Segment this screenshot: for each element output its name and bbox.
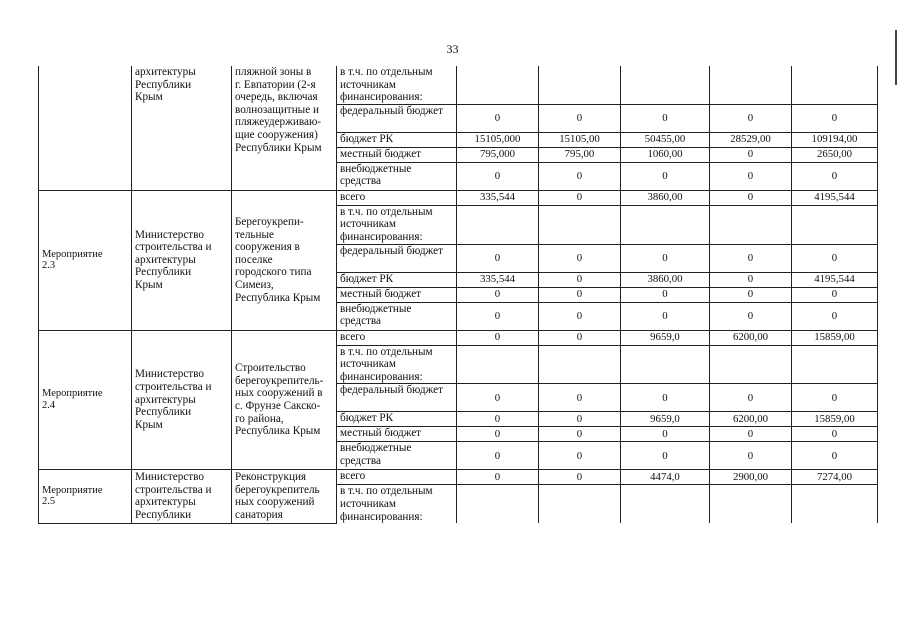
object-cell-text: пляжной зоны в г. Евпатории (2-я очередь, включая волнозащитные и пляжеудерживаю- щие сооружения) Республики Крым xyxy=(235,66,322,154)
amount-cell: 3860,00 xyxy=(621,272,710,287)
funding-source-text: всего xyxy=(340,190,366,203)
table-row xyxy=(39,470,878,485)
amount-cell: 0 xyxy=(539,162,621,190)
amount-cell xyxy=(621,485,710,523)
amount-cell: 795,000 xyxy=(457,147,539,162)
amount-cell: 2900,00 xyxy=(710,470,792,485)
funding-source xyxy=(337,205,457,244)
executor-cell xyxy=(132,66,232,190)
amount-cell: 0 xyxy=(539,427,621,442)
amount-cell: 0 xyxy=(457,330,539,345)
executor-cell xyxy=(132,470,232,523)
amount-cell: 7274,00 xyxy=(792,470,878,485)
amount-cell xyxy=(539,205,621,244)
amount-cell: 6200,00 xyxy=(710,330,792,345)
amount-cell: 0 xyxy=(621,287,710,302)
funding-source xyxy=(337,272,457,287)
object-cell-text: Реконструкция берегоукрепитель ных сооружений санатория xyxy=(235,471,320,522)
amount-cell: 0 xyxy=(539,442,621,470)
amount-cell: 0 xyxy=(792,442,878,470)
amount-cell: 9659,0 xyxy=(621,412,710,427)
amount-cell: 50455,00 xyxy=(621,132,710,147)
amount-cell: 0 xyxy=(457,162,539,190)
page-number: 33 xyxy=(446,42,459,56)
amount-cell: 0 xyxy=(621,104,710,132)
amount-cell: 0 xyxy=(539,470,621,485)
amount-cell: 15105,00 xyxy=(539,132,621,147)
amount-cell xyxy=(621,205,710,244)
measure-label-text: Мероприятие 2.5 xyxy=(42,484,103,508)
margin-scan-mark xyxy=(895,30,897,85)
amount-cell: 0 xyxy=(457,412,539,427)
amount-cell: 0 xyxy=(539,104,621,132)
funding-source-text: местный бюджет xyxy=(340,287,422,300)
amount-cell: 0 xyxy=(457,104,539,132)
amount-cell: 4195,544 xyxy=(792,272,878,287)
amount-cell: 0 xyxy=(710,287,792,302)
amount-cell xyxy=(710,66,792,104)
object-cell xyxy=(232,190,337,330)
funding-source xyxy=(337,132,457,147)
funding-source-text: внебюджетные средства xyxy=(340,442,412,467)
amount-cell: 0 xyxy=(710,427,792,442)
amount-cell xyxy=(792,205,878,244)
amount-cell: 0 xyxy=(539,330,621,345)
amount-cell xyxy=(792,485,878,523)
funding-source xyxy=(337,162,457,190)
amount-cell: 9659,0 xyxy=(621,330,710,345)
funding-source xyxy=(337,147,457,162)
amount-cell: 0 xyxy=(710,384,792,412)
funding-source xyxy=(337,427,457,442)
amount-cell: 0 xyxy=(457,442,539,470)
measure-label xyxy=(39,190,132,330)
amount-cell: 0 xyxy=(710,190,792,205)
amount-cell: 0 xyxy=(457,384,539,412)
funding-source-text: в т.ч. по отдельным источникам финансирования: xyxy=(340,485,433,523)
amount-cell: 0 xyxy=(792,384,878,412)
amount-cell: 0 xyxy=(539,190,621,205)
funding-source xyxy=(337,330,457,345)
amount-cell: 0 xyxy=(710,104,792,132)
amount-cell: 0 xyxy=(457,287,539,302)
amount-cell: 0 xyxy=(792,104,878,132)
funding-source-text: бюджет РК xyxy=(340,272,394,285)
funding-source xyxy=(337,302,457,330)
amount-cell: 0 xyxy=(710,302,792,330)
funding-source-text: в т.ч. по отдельным источникам финансирования: xyxy=(340,205,433,243)
amount-cell: 0 xyxy=(710,442,792,470)
amount-cell: 0 xyxy=(539,272,621,287)
funding-source xyxy=(337,412,457,427)
amount-cell: 0 xyxy=(539,244,621,272)
object-cell-text: Берегоукрепи- тельные сооружения в поселке городского типа Симеиз, Республика Крым xyxy=(235,216,321,304)
measure-label-text: Мероприятие 2.4 xyxy=(42,388,103,411)
measure-label-text: Мероприятие 2.3 xyxy=(42,248,103,272)
amount-cell: 3860,00 xyxy=(621,190,710,205)
funding-source-text: всего xyxy=(340,470,366,483)
funding-source-text: в т.ч. по отдельным источникам финансирования: xyxy=(340,345,433,383)
amount-cell: 0 xyxy=(457,302,539,330)
amount-cell xyxy=(621,66,710,104)
amount-cell xyxy=(792,66,878,104)
amount-cell xyxy=(457,66,539,104)
amount-cell: 0 xyxy=(621,162,710,190)
amount-cell: 0 xyxy=(457,244,539,272)
funding-source xyxy=(337,104,457,132)
amount-cell: 0 xyxy=(710,162,792,190)
amount-cell: 109194,00 xyxy=(792,132,878,147)
funding-source-text: бюджет РК xyxy=(340,132,394,145)
funding-source xyxy=(337,190,457,205)
amount-cell xyxy=(539,345,621,384)
amount-cell: 15859,00 xyxy=(792,330,878,345)
funding-source-text: местный бюджет xyxy=(340,427,422,440)
funding-source xyxy=(337,442,457,470)
amount-cell: 4474,0 xyxy=(621,470,710,485)
amount-cell: 0 xyxy=(710,244,792,272)
amount-cell: 335,544 xyxy=(457,272,539,287)
amount-cell xyxy=(792,345,878,384)
amount-cell: 335,544 xyxy=(457,190,539,205)
funding-source-text: внебюджетные средства xyxy=(340,162,412,188)
amount-cell xyxy=(457,205,539,244)
executor-cell xyxy=(132,330,232,470)
amount-cell: 0 xyxy=(539,287,621,302)
amount-cell: 0 xyxy=(710,147,792,162)
funding-source-text: внебюджетные средства xyxy=(340,302,412,328)
amount-cell: 0 xyxy=(792,427,878,442)
measure-label xyxy=(39,330,132,470)
executor-cell-text: архитектуры Республики Крым xyxy=(135,66,196,104)
amount-cell: 0 xyxy=(621,427,710,442)
object-cell xyxy=(232,66,337,190)
amount-cell: 0 xyxy=(792,244,878,272)
table-row xyxy=(39,66,878,104)
amount-cell xyxy=(539,66,621,104)
object-cell xyxy=(232,470,337,523)
measure-label xyxy=(39,470,132,523)
funding-source xyxy=(337,345,457,384)
executor-cell xyxy=(132,190,232,330)
funding-source xyxy=(337,66,457,104)
amount-cell xyxy=(621,345,710,384)
amount-cell: 795,00 xyxy=(539,147,621,162)
amount-cell: 0 xyxy=(457,470,539,485)
amount-cell: 2650,00 xyxy=(792,147,878,162)
executor-cell-text: Министерство строительства и архитектуры Республики Крым xyxy=(135,368,212,431)
amount-cell: 0 xyxy=(621,302,710,330)
funding-source-text: федеральный бюджет xyxy=(340,244,443,257)
funding-source-text: федеральный бюджет xyxy=(340,104,443,117)
amount-cell xyxy=(539,485,621,523)
funding-source xyxy=(337,384,457,412)
funding-source xyxy=(337,485,457,523)
amount-cell xyxy=(710,345,792,384)
amount-cell: 4195,544 xyxy=(792,190,878,205)
table-row xyxy=(39,190,878,205)
amount-cell: 0 xyxy=(621,442,710,470)
table-row xyxy=(39,330,878,345)
executor-cell-text: Министерство строительства и архитектуры Республики Крым xyxy=(135,228,212,292)
amount-cell xyxy=(710,485,792,523)
amount-cell: 15859,00 xyxy=(792,412,878,427)
amount-cell xyxy=(710,205,792,244)
amount-cell: 6200,00 xyxy=(710,412,792,427)
funding-source-text: федеральный бюджет xyxy=(340,384,443,397)
amount-cell: 0 xyxy=(792,162,878,190)
amount-cell: 0 xyxy=(621,244,710,272)
amount-cell: 1060,00 xyxy=(621,147,710,162)
amount-cell: 0 xyxy=(792,287,878,302)
executor-cell-text: Министерство строительства и архитектуры Республики xyxy=(135,471,212,522)
funding-table xyxy=(38,66,878,524)
funding-source-text: бюджет РК xyxy=(340,412,394,425)
funding-source-text: всего xyxy=(340,330,366,343)
object-cell xyxy=(232,330,337,470)
amount-cell: 0 xyxy=(539,412,621,427)
amount-cell: 28529,00 xyxy=(710,132,792,147)
object-cell-text: Строительство берегоукрепитель- ных сооружений в с. Фрунзе Сакско- го района, Республика Крым xyxy=(235,362,324,438)
funding-source xyxy=(337,244,457,272)
amount-cell: 0 xyxy=(792,302,878,330)
funding-source-text: местный бюджет xyxy=(340,147,422,160)
funding-source-text: в т.ч. по отдельным источникам финансирования: xyxy=(340,66,433,104)
amount-cell: 0 xyxy=(621,384,710,412)
amount-cell xyxy=(457,485,539,523)
amount-cell: 0 xyxy=(710,272,792,287)
funding-source xyxy=(337,470,457,485)
measure-label xyxy=(39,66,132,190)
amount-cell: 0 xyxy=(539,384,621,412)
amount-cell: 15105,000 xyxy=(457,132,539,147)
funding-source xyxy=(337,287,457,302)
amount-cell xyxy=(457,345,539,384)
amount-cell: 0 xyxy=(457,427,539,442)
amount-cell: 0 xyxy=(539,302,621,330)
